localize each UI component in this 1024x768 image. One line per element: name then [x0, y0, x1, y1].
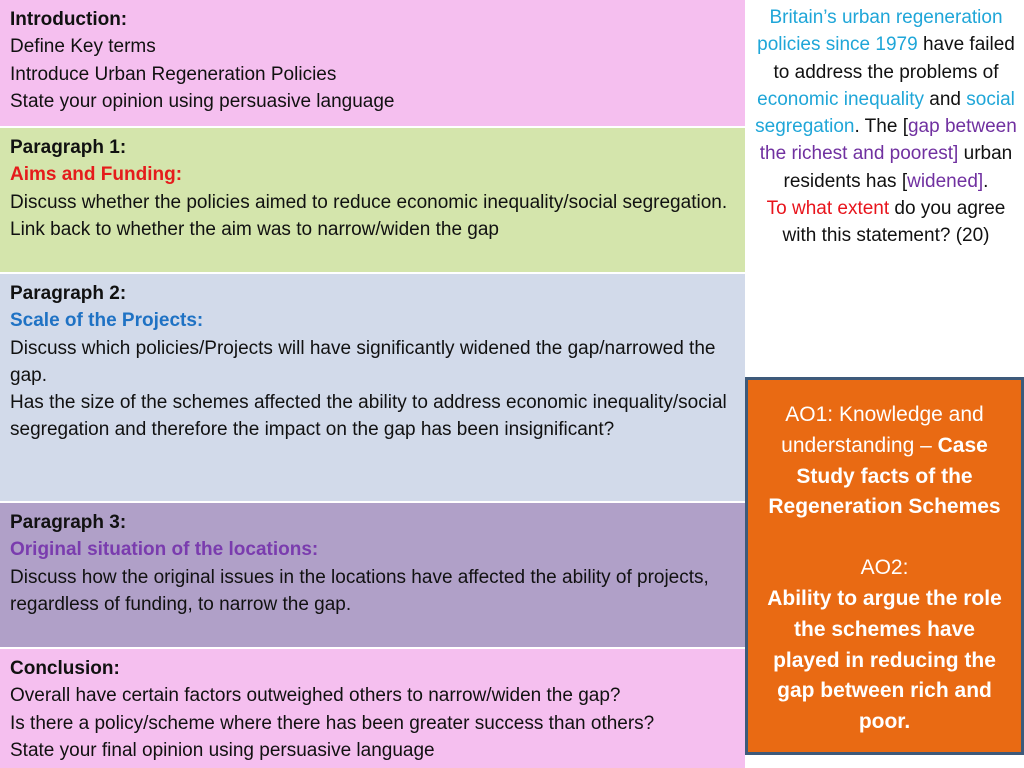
ao2-focus: Ability to argue the role the schemes have played in reducing the gap between rich and poor. — [767, 586, 1002, 734]
paragraph-2-line-2: Has the size of the schemes affected the ability to address economic inequality/social segregation and therefore the impact on the gap has been insignificant? — [10, 392, 727, 441]
question-topic: Britain’s urban regeneration policies since 1979 — [757, 7, 1003, 56]
assessment-objectives-box — [745, 377, 1024, 755]
conclusion-section — [0, 649, 745, 768]
question-command-phrase: To what extent — [766, 198, 890, 220]
question-widened: widened] — [907, 170, 984, 192]
conclusion-line-3: State your final opinion using persuasive language — [10, 739, 435, 761]
question-text-b: and — [924, 88, 967, 110]
paragraph-2-heading: Paragraph 2: — [10, 283, 127, 304]
paragraph-3-section — [0, 503, 745, 649]
paragraph-3-subheading: Original situation of the locations: — [10, 539, 319, 561]
paragraph-2-section — [0, 274, 745, 503]
intro-line-3: State your opinion using persuasive language — [10, 90, 395, 112]
conclusion-line-1: Overall have certain factors outweighed others to narrow/widen the gap? — [10, 685, 621, 707]
ao2-label: AO2: — [860, 556, 909, 580]
question-text-d: urban residents has [ — [783, 143, 1013, 192]
paragraph-3-line-1: Discuss how the original issues in the locations have affected the ability of projects, regardless of funding, to narrow the gap. — [10, 566, 709, 615]
question-social-segregation: social segregation — [755, 88, 1015, 138]
intro-line-2: Introduce Urban Regeneration Policies — [10, 63, 337, 85]
ao1-focus: Case Study facts of the Regeneration Schemes — [768, 433, 1001, 519]
introduction-heading: Introduction: — [10, 9, 128, 30]
conclusion-heading: Conclusion: — [10, 658, 120, 679]
ao1-text — [758, 400, 1011, 523]
intro-line-1: Define Key terms — [10, 36, 156, 58]
paragraph-1-section — [0, 128, 745, 274]
paragraph-1-heading: Paragraph 1: — [10, 137, 127, 158]
paragraph-1-line-1: Discuss whether the policies aimed to reduce economic inequality/social segregation. — [10, 191, 728, 213]
paragraph-2-subheading: Scale of the Projects: — [10, 310, 204, 332]
question-text-c: . The [ — [854, 116, 908, 138]
essay-question — [752, 4, 1020, 250]
conclusion-line-2: Is there a policy/scheme where there has been greater success than others? — [10, 712, 655, 734]
ao1-label: AO1: Knowledge and understanding – — [781, 403, 984, 457]
question-text-a: have failed to address the problems of — [773, 34, 1015, 83]
question-text-e: . — [983, 170, 989, 192]
question-text-f: do you agree with this statement? (20) — [782, 198, 1006, 247]
paragraph-1-subheading: Aims and Funding: — [10, 164, 183, 186]
question-economic-inequality: economic inequality — [757, 88, 925, 110]
paragraph-1-line-2: Link back to whether the aim was to narrow/widen the gap — [10, 218, 499, 240]
paragraph-2-line-1: Discuss which policies/Projects will have significantly widened the gap/narrowed the gap. — [10, 337, 716, 386]
paragraph-3-heading: Paragraph 3: — [10, 512, 127, 533]
introduction-section — [0, 0, 745, 128]
question-gap-phrase: gap between the richest and poorest] — [759, 116, 1017, 165]
